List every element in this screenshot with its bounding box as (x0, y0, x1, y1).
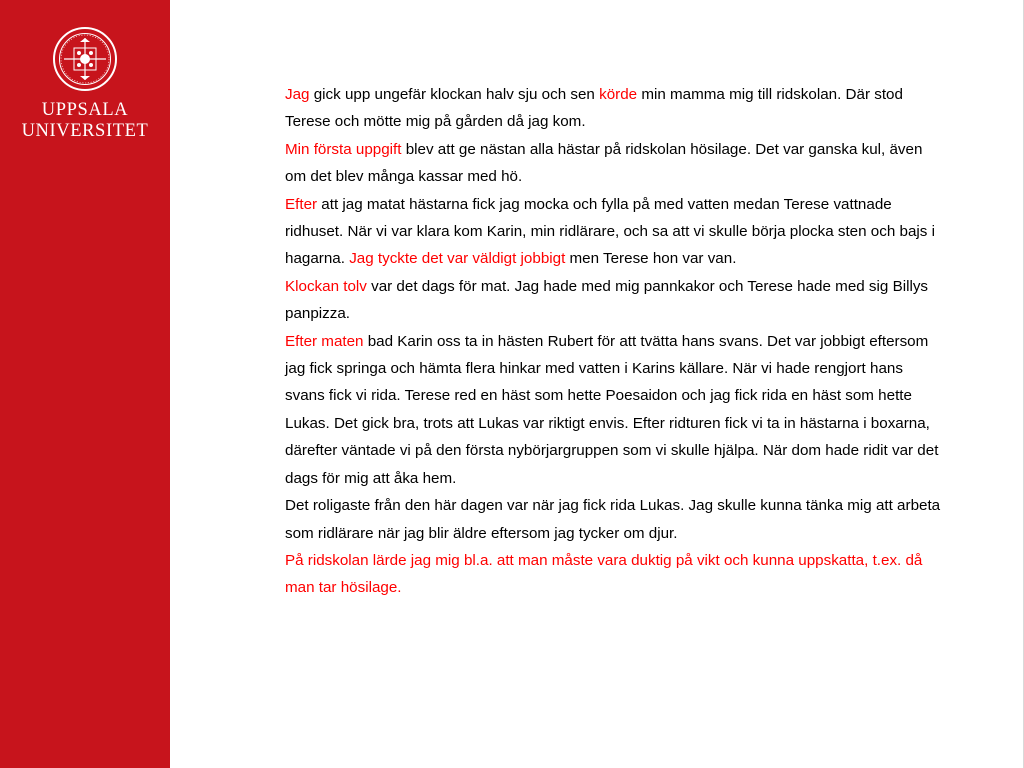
body-text: min mamma mig till ridskolan. Där stod Terese och mötte mig på gården då jag kom. (285, 86, 903, 131)
paragraph-2 (285, 136, 945, 191)
body-text: var det dags för mat. Jag hade med mig pannkakor och Terese hade med sig Billys panpizza. (285, 277, 929, 323)
paragraph-6 (285, 492, 945, 547)
highlight-text: Jag tyckte det var väldigt jobbigt (349, 250, 566, 268)
highlight-text: Min första uppgift (285, 140, 402, 158)
brand-name-line2: UNIVERSITET (21, 121, 149, 141)
body-text: att jag matat hästarna fick jag mocka och fylla på med vatten medan Terese vattnade ridhuset. När vi var klara kom Karin, min ridlärare, och sa att vi skulle börja plocka sten och bajs i hagarna. (285, 195, 935, 268)
body-text: gick upp ungefär klockan halv sju och sen (309, 86, 600, 103)
highlight-text: På ridskolan lärde jag mig bl.a. att man måste vara duktig på vikt och kunna uppskatta, t.ex. då man tar hösilage. (285, 551, 923, 597)
body-text: Det roligaste från den här dagen var när jag fick rida Lukas. Jag skulle kunna tänka mig att arbeta som ridlärare när jag blir äldre eftersom jag tycker om djur. (285, 497, 941, 542)
paragraph-5 (285, 328, 945, 492)
highlight-text: körde (599, 86, 638, 103)
highlight-text: Efter maten (285, 332, 364, 350)
body-text: men Terese hon var van. (565, 250, 737, 268)
diary-text (285, 81, 945, 602)
body-text: bad Karin oss ta in hästen Rubert för att tvätta hans svans. Det var jobbigt eftersom jag fick springa och hämta flera hinkar med vatten i Karins källare. När vi hade rengjort hans svans fick vi rida. Terese red en häst som hette Poesaidon och jag fick rida en häst som hette Lukas. Det gick bra, trots att Lukas var riktigt envis. Efter ridturen fick vi ta in hästarna i boxarna, därefter väntade vi på den första nybörjargruppen som vi skulle hjälpa. När dom hade ridit var det dags för mig att åka hem. (285, 332, 939, 487)
brand-name-line1: UPPSALA (41, 100, 129, 120)
paragraph-3 (285, 191, 945, 273)
highlight-text: Efter (285, 195, 318, 213)
highlight-text: Klockan tolv (285, 277, 367, 295)
highlight-text: Jag (285, 86, 310, 103)
uppsala-university-seal-icon (52, 26, 118, 92)
body-text: blev att ge nästan alla hästar på ridskolan hösilage. Det var ganska kul, även om det blev många kassar med hö. (285, 140, 923, 186)
sidebar-brand-panel (0, 0, 170, 768)
paragraph-4 (285, 273, 945, 328)
paragraph-7 (285, 547, 945, 602)
paragraph-1 (285, 81, 945, 136)
